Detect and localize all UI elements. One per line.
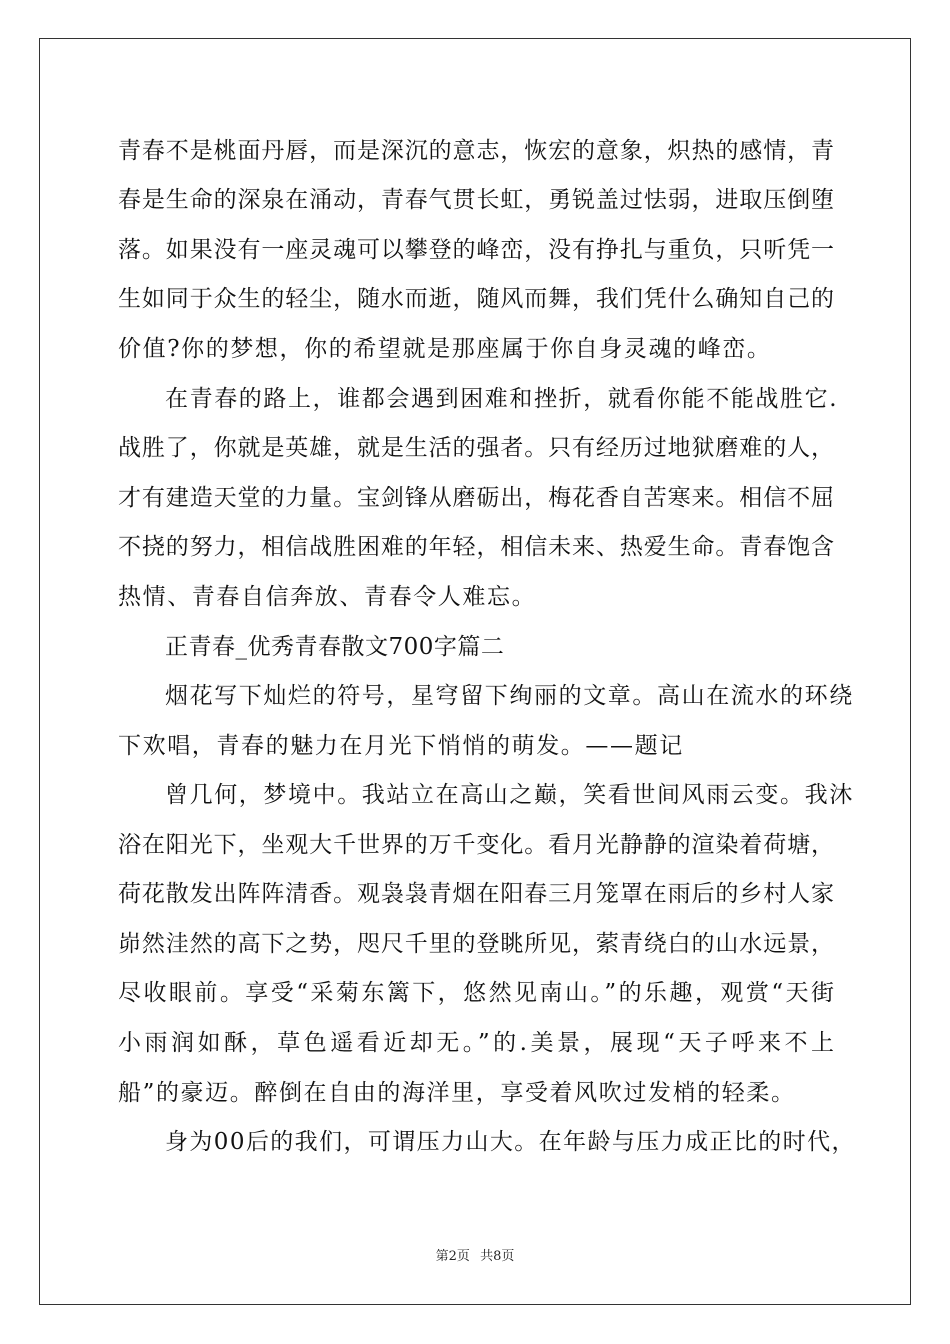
text-line: 荷花散发出阵阵清香。观袅袅青烟在阳春三月笼罩在雨后的乡村人家 (118, 881, 834, 907)
page-footer (0, 1245, 950, 1264)
text-line: 热情、青春自信奔放、青春令人难忘。 (118, 584, 537, 610)
page-border (39, 38, 911, 1305)
text-line: 春是生命的深泉在涌动，青春气贯长虹，勇锐盖过怯弱，进取压倒堕 (118, 187, 834, 213)
text-line: 才有建造天堂的力量。宝剑锋从磨砺出，梅花香自苦寒来。相信不屈 (118, 485, 834, 511)
total-pages: 共8页 (480, 1249, 515, 1264)
text-line: 浴在阳光下，坐观大千世界的万千变化。看月光静静的渲染着荷塘， (118, 832, 834, 858)
text-line: 烟花写下灿烂的符号，星穹留下绚丽的文章。高山在流水的环绕 (165, 683, 854, 709)
text-line: 下欢唱，青春的魅力在月光下悄悄的萌发。——题记 (118, 733, 684, 759)
text-line: 落。如果没有一座灵魂可以攀登的峰峦，没有挣扎与重负，只听凭一 (118, 237, 834, 263)
text-line: 小雨润如酥，草色遥看近却无。”的.美景，展现“天子呼来不上 (118, 1030, 834, 1056)
text-line: 曾几何，梦境中。我站立在高山之巅，笑看世间风雨云变。我沐 (165, 782, 854, 808)
page-number: 第2页 (435, 1249, 470, 1264)
text-line: 船”的豪迈。醉倒在自由的海洋里，享受着风吹过发梢的轻柔。 (118, 1080, 796, 1106)
text-line: 不挠的努力，相信战胜困难的年轻，相信未来、热爱生命。青春饱含 (118, 534, 834, 560)
text-line: 尽收眼前。享受“采菊东篱下，悠然见南山。”的乐趣，观赏“天街 (118, 980, 834, 1006)
text-line: 战胜了，你就是英雄，就是生活的强者。只有经历过地狱磨难的人， (118, 435, 834, 461)
text-line: 青春不是桃面丹唇，而是深沉的意志，恢宏的意象，炽热的感情，青 (118, 138, 834, 164)
text-line: 价值?你的梦想，你的希望就是那座属于你自身灵魂的峰峦。 (118, 336, 772, 362)
text-line: 生如同于众生的轻尘，随水而逝，随风而舞，我们凭什么确知自己的 (118, 286, 834, 312)
text-line: 身为00后的我们，可谓压力山大。在年龄与压力成正比的时代， (165, 1129, 856, 1155)
text-line: 在青春的路上，谁都会遇到困难和挫折，就看你能不能战胜它. (165, 386, 839, 412)
text-line: 峁然洼然的高下之势，咫尺千里的登眺所见，萦青绕白的山水远景， (118, 931, 834, 957)
section-title: 正青春_优秀青春散文700字篇二 (165, 634, 505, 660)
